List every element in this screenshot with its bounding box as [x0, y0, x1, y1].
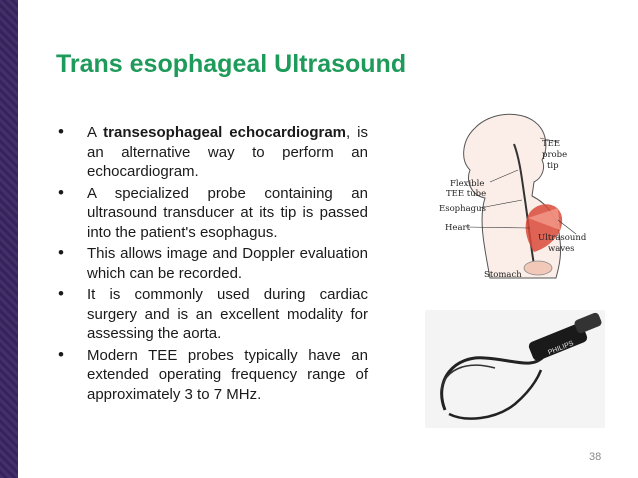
tee-anatomy-diagram — [430, 100, 605, 285]
tee-probe-photo — [425, 310, 605, 428]
label-flexible: Flexible — [450, 179, 485, 189]
label-heart: Heart — [445, 223, 470, 233]
page-number: 38 — [589, 451, 602, 463]
bullet-item: • Modern TEE probes typically have an extended operating frequency range of approximately 3 to 7 MHz. — [58, 344, 368, 403]
label-tip: tip — [547, 161, 559, 171]
probe-brand-label: PHILIPS — [547, 340, 575, 357]
decorative-left-band — [0, 0, 18, 478]
slide-title: Trans esophageal Ultrasound — [56, 50, 407, 78]
label-waves: waves — [548, 244, 575, 254]
bullet-item: • A transesophageal echocardiogram, is an alternative way to perform an echocardiogram. — [58, 122, 368, 180]
bullet-item: • A specialized probe containing an ultrasound transducer at its tip is passed into the patient's esophagus. — [58, 182, 368, 241]
bullet-icon: • — [58, 344, 64, 364]
bullet-item: • It is commonly used during cardiac surgery and is an excellent modality for assessing the aorta. — [58, 284, 368, 342]
bullet-icon: • — [58, 243, 64, 262]
stomach-shape — [524, 261, 552, 275]
label-ultrasound: Ultrasound — [538, 233, 587, 243]
bullet-item: • This allows image and Doppler evaluation which can be recorded. — [58, 243, 368, 282]
label-esophagus: Esophagus — [439, 204, 486, 214]
bullet-icon: • — [58, 122, 64, 141]
label-stomach: Stomach — [484, 270, 522, 280]
label-tee: TEE — [542, 139, 561, 149]
bullet-list — [55, 123, 368, 406]
label-probe: probe — [542, 150, 568, 160]
bullet-icon: • — [58, 284, 64, 303]
bullet-icon: • — [58, 182, 64, 202]
label-tee-tube: TEE tube — [446, 189, 487, 199]
